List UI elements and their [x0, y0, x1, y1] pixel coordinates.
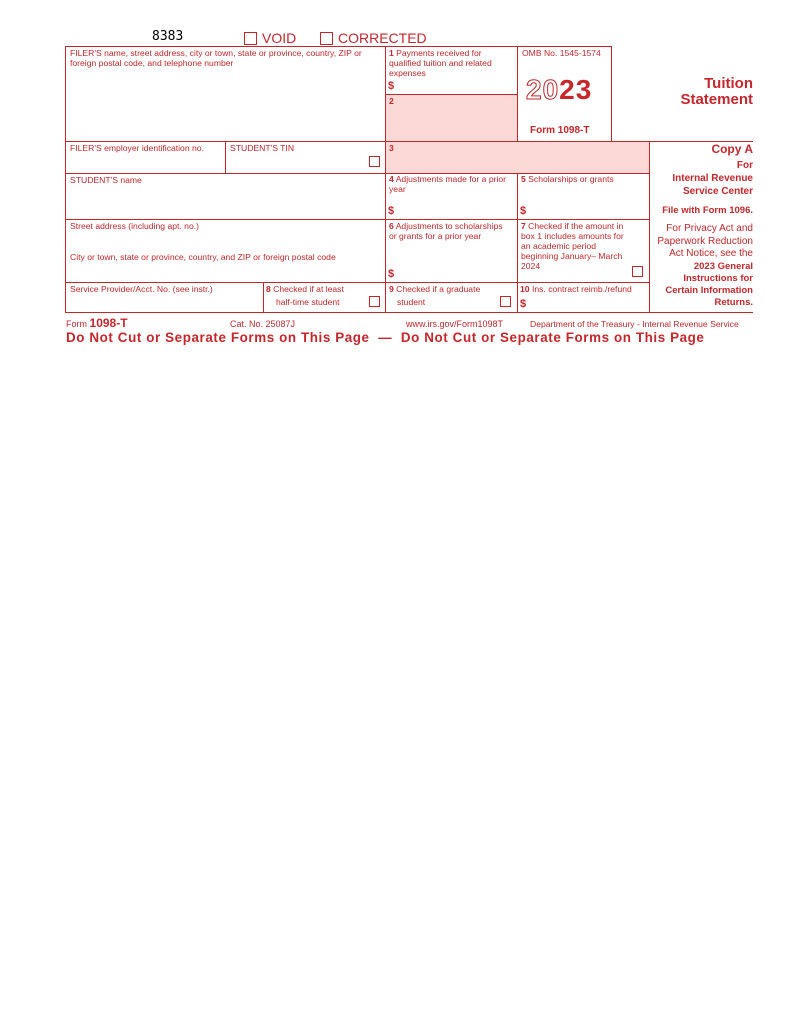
title-line-2: Statement	[680, 91, 753, 108]
street-address-label: Street address (including apt. no.)	[70, 221, 199, 231]
for-irs: For Internal Revenue Service Center	[672, 160, 753, 197]
void-checkbox[interactable]	[244, 32, 257, 45]
box1-number: 1	[389, 48, 394, 58]
student-name-label: STUDENT'S name	[70, 175, 142, 185]
void-label: VOID	[262, 30, 297, 46]
box1-bottom	[386, 94, 517, 95]
year-outline: 20	[526, 74, 560, 105]
box8-checkbox[interactable]	[369, 296, 380, 307]
copy-a: Copy A	[711, 142, 753, 156]
privacy-notice: For Privacy Act and Paperwork Reduction Act Notice, see the	[657, 223, 753, 259]
box7-checkbox[interactable]	[632, 266, 643, 277]
form-name-top: Form 1098-T	[530, 125, 590, 136]
box1-text: Payments received for qualified tuition and related expenses	[389, 48, 492, 78]
year-bold: 23	[559, 74, 593, 105]
box6-dollar: $	[388, 268, 395, 280]
form-top-border	[65, 46, 611, 47]
box7-label: 7 Checked if the amount in box 1 includes amounts for an academic period beginning January– March 2024	[521, 221, 624, 271]
footer-form: Form 1098-T	[66, 316, 128, 330]
irs-website: www.irs.gov/Form1098T	[406, 319, 504, 329]
form-title	[620, 76, 753, 108]
box8-divider	[263, 282, 264, 312]
col2-divider-lower	[517, 173, 518, 312]
box3-shading	[386, 141, 649, 173]
box9-label: 9 Checked if a graduate	[389, 284, 481, 294]
cat-number: Cat. No. 25087J	[230, 319, 296, 329]
box6-label: 6 Adjustments to scholarships or grants for a prior year	[389, 221, 503, 241]
box3-number: 3	[389, 143, 394, 153]
box2-number: 2	[389, 96, 394, 106]
box10-label: 10 Ins. contract reimb./refund	[520, 284, 632, 294]
box1-label	[389, 48, 515, 78]
row5-line	[65, 282, 649, 283]
tin-checkbox[interactable]	[369, 156, 380, 167]
col3-divider	[611, 46, 612, 141]
form-code: 8383	[152, 29, 184, 44]
general-instructions: 2023 General Instructions for Certain Information Returns.	[665, 261, 753, 308]
tax-year	[526, 74, 592, 106]
form-bottom-border	[65, 312, 753, 313]
row4-line	[65, 219, 649, 220]
box8-label: 8 Checked if at least	[266, 284, 344, 294]
box1-dollar: $	[388, 80, 395, 92]
corrected-label: CORRECTED	[338, 30, 427, 46]
do-not-cut-banner: Do Not Cut or Separate Forms on This Page — Do Not Cut or Separate Forms on This Page	[66, 330, 705, 345]
left-border	[65, 46, 66, 312]
tin-divider	[225, 141, 226, 173]
department: Department of the Treasury - Internal Revenue Service	[530, 319, 739, 329]
filer-label: FILER'S name, street address, city or town, state or province, country, ZIP or foreign postal code, and telephone number	[70, 48, 362, 68]
filer-ein-label: FILER'S employer identification no.	[70, 143, 204, 153]
title-line-1: Tuition	[704, 75, 753, 92]
box4-label: 4 Adjustments made for a prior year	[389, 174, 507, 194]
service-provider-label: Service Provider/Acct. No. (see instr.)	[70, 284, 213, 294]
corrected-checkbox[interactable]	[320, 32, 333, 45]
box9-checkbox[interactable]	[500, 296, 511, 307]
box5-label: 5 Scholarships or grants	[521, 174, 614, 184]
col1-divider	[385, 46, 386, 312]
col2-divider	[517, 46, 518, 141]
box5-dollar: $	[520, 205, 527, 217]
box2-shading	[386, 94, 517, 141]
box4-dollar: $	[388, 205, 395, 217]
box9-label-2: student	[397, 297, 426, 307]
city-label: City or town, state or province, country, and ZIP or foreign postal code	[70, 252, 336, 262]
file-with-1096: File with Form 1096.	[662, 205, 753, 216]
box8-label-2: half-time student	[276, 297, 340, 307]
omb-number: OMB No. 1545-1574	[522, 48, 601, 58]
student-tin-label: STUDENT'S TIN	[230, 143, 295, 153]
box10-dollar: $	[520, 298, 527, 310]
row2-line	[65, 141, 753, 142]
